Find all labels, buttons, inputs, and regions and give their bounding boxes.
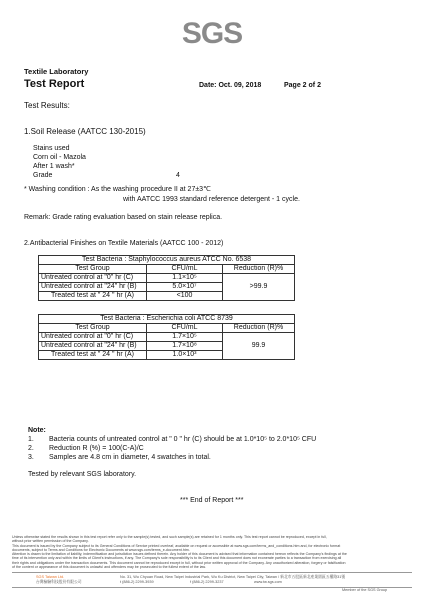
remark: Remark: Grade rating evaluation based on stain release replica. (24, 214, 223, 221)
washing-condition-line-1: * Washing condition : As the washing procedure II at 27±3℃ (24, 186, 211, 193)
footer-company-cn: 台灣檢驗科技股份有限公司 (36, 580, 82, 584)
logo-text: SGS (181, 17, 243, 49)
stains-used-label: Stains used (33, 145, 70, 152)
note-text: Reduction R (%) = 100(C-A)/C (49, 445, 144, 452)
end-of-report: *** End of Report *** (180, 497, 244, 504)
cfu-cell: 1.7×10⁸ (147, 342, 223, 351)
sgs-logo (181, 15, 243, 49)
test-group-cell: Untreated control at "24" hr (B) (39, 283, 147, 292)
test-group-cell: Treated test at " 24 " hr (A) (39, 292, 147, 301)
note-number: 1. (28, 436, 34, 443)
test-results-label: Test Results: (24, 101, 70, 110)
reduction-cell: >99.9 (223, 274, 295, 301)
test-group-cell: Untreated control at "0" hr (C) (39, 274, 147, 283)
column-header: Test Group (39, 324, 147, 333)
cfu-cell: 1.0×10³ (147, 351, 223, 360)
washing-condition-line-2: with AATCC 1993 standard reference detergent - 1 cycle. (123, 196, 300, 203)
footer-phone: t (886-2) 2299-3939 (120, 580, 154, 584)
report-date: Date: Oct. 09, 2018 (199, 82, 262, 89)
note-text: Samples are 4.8 cm in diameter, 4 swatches in total. (49, 454, 211, 461)
ecoli-results-table (38, 314, 295, 360)
table-title: Test Bacteria : Staphylococcus aureus ATCC No. 6538 (39, 256, 295, 265)
table-title: Test Bacteria : Escherichia coli ATCC 8739 (39, 315, 295, 324)
note-text: Bacteria counts of untreated control at " 0 " hr (C) should be at 1.0*10⁵ to 2.0*10⁵ CFU (49, 436, 317, 443)
antibacterial-heading: 2.Antibacterial Finishes on Textile Materials (AATCC 100 - 2012) (24, 240, 224, 247)
after-wash-label: After 1 wash* (33, 163, 75, 170)
cfu-cell: <100 (147, 292, 223, 301)
column-header: CFU/mL (147, 324, 223, 333)
table-row (39, 274, 295, 283)
column-header: Test Group (39, 265, 147, 274)
cfu-cell: 1.7×10⁵ (147, 333, 223, 342)
column-header: Reduction (R)% (223, 324, 295, 333)
note-number: 3. (28, 454, 34, 461)
cfu-cell: 5.0×10⁷ (147, 283, 223, 292)
test-group-cell: Untreated control at "0" hr (C) (39, 333, 147, 342)
disclaimer-line: their rights and obligations under the transaction documents. This document cannot be reproduced except in full, without prior written approval of the Company. Any unauthorized alteration, forgery or falsification (12, 560, 346, 565)
report-title: Test Report (24, 78, 85, 90)
grade-label: Grade (33, 172, 53, 179)
disclaimer-line: Unless otherwise stated the results shown in this test report refer only to the sample(s) tested, and such sample(s) are retained for 1 months only. This test report cannot be reproduced, except in full, (12, 535, 327, 539)
disclaimer-line: without prior written permission of the Company. (12, 539, 89, 544)
staph-results-table (38, 255, 295, 301)
tested-by: Tested by relevant SGS laboratory. (28, 471, 137, 478)
footer-member: Member of the SGS Group (342, 588, 388, 592)
disclaimer-line: time of its intervention only and within the limits of Client's instructions, if any. The Company's sole responsibility is to its Client and this document does not exonerate parties to a transaction from exercising all (12, 556, 342, 561)
footer-website[interactable]: www.tw.sgs.com (254, 580, 282, 584)
footer-divider (12, 572, 412, 573)
soil-release-heading: 1.Soil Release (AATCC 130-2015) (24, 127, 146, 136)
footer-address: No. 31, Wu Chyuan Road, New Taipei Industrial Park, Wu Ku District, New Taipei City, Taiwan / 新北市五股區新北產業園區五權路31號 (120, 575, 346, 579)
disclaimer-line: documents, subject to Terms and Conditions for Electronic Documents at www.sgs.com/terms_e-document.htm. (12, 547, 190, 552)
reduction-cell: 99.9 (223, 333, 295, 360)
lab-name: Textile Laboratory (24, 67, 89, 76)
table-row (39, 333, 295, 342)
column-header: CFU/mL (147, 265, 223, 274)
disclaimer-line: of the content or appearance of this document is unlawful and offenders may be prosecuted to the fullest extent of the law. (12, 565, 206, 570)
page-number: Page 2 of 2 (284, 82, 321, 89)
test-group-cell: Untreated control at "24" hr (B) (39, 342, 147, 351)
disclaimer-line: Attention is drawn to the limitation of liability, indemnification and jurisdiction issues defined therein. Any holder of this document is advised that information contained hereon reflects the Company's findings at the (12, 552, 347, 557)
disclaimer-line: This document is issued by the Company subject to its General Conditions of Service printed overleaf, available on request or accessible at www.sgs.com/terms_and_conditions.htm and, for electronic format (12, 543, 341, 548)
cfu-cell: 1.1×10⁵ (147, 274, 223, 283)
notes-title: Note: (28, 427, 46, 434)
note-number: 2. (28, 445, 34, 452)
footer-company: SGS Taiwan Ltd. (36, 575, 65, 579)
footer-fax: f (886-2) 2299-3237 (190, 580, 224, 584)
stain-name: Corn oil - Mazola (33, 154, 86, 161)
test-group-cell: Treated test at " 24 " hr (A) (39, 351, 147, 360)
column-header: Reduction (R)% (223, 265, 295, 274)
grade-value: 4 (176, 172, 180, 179)
disclaimer-block (12, 535, 412, 569)
